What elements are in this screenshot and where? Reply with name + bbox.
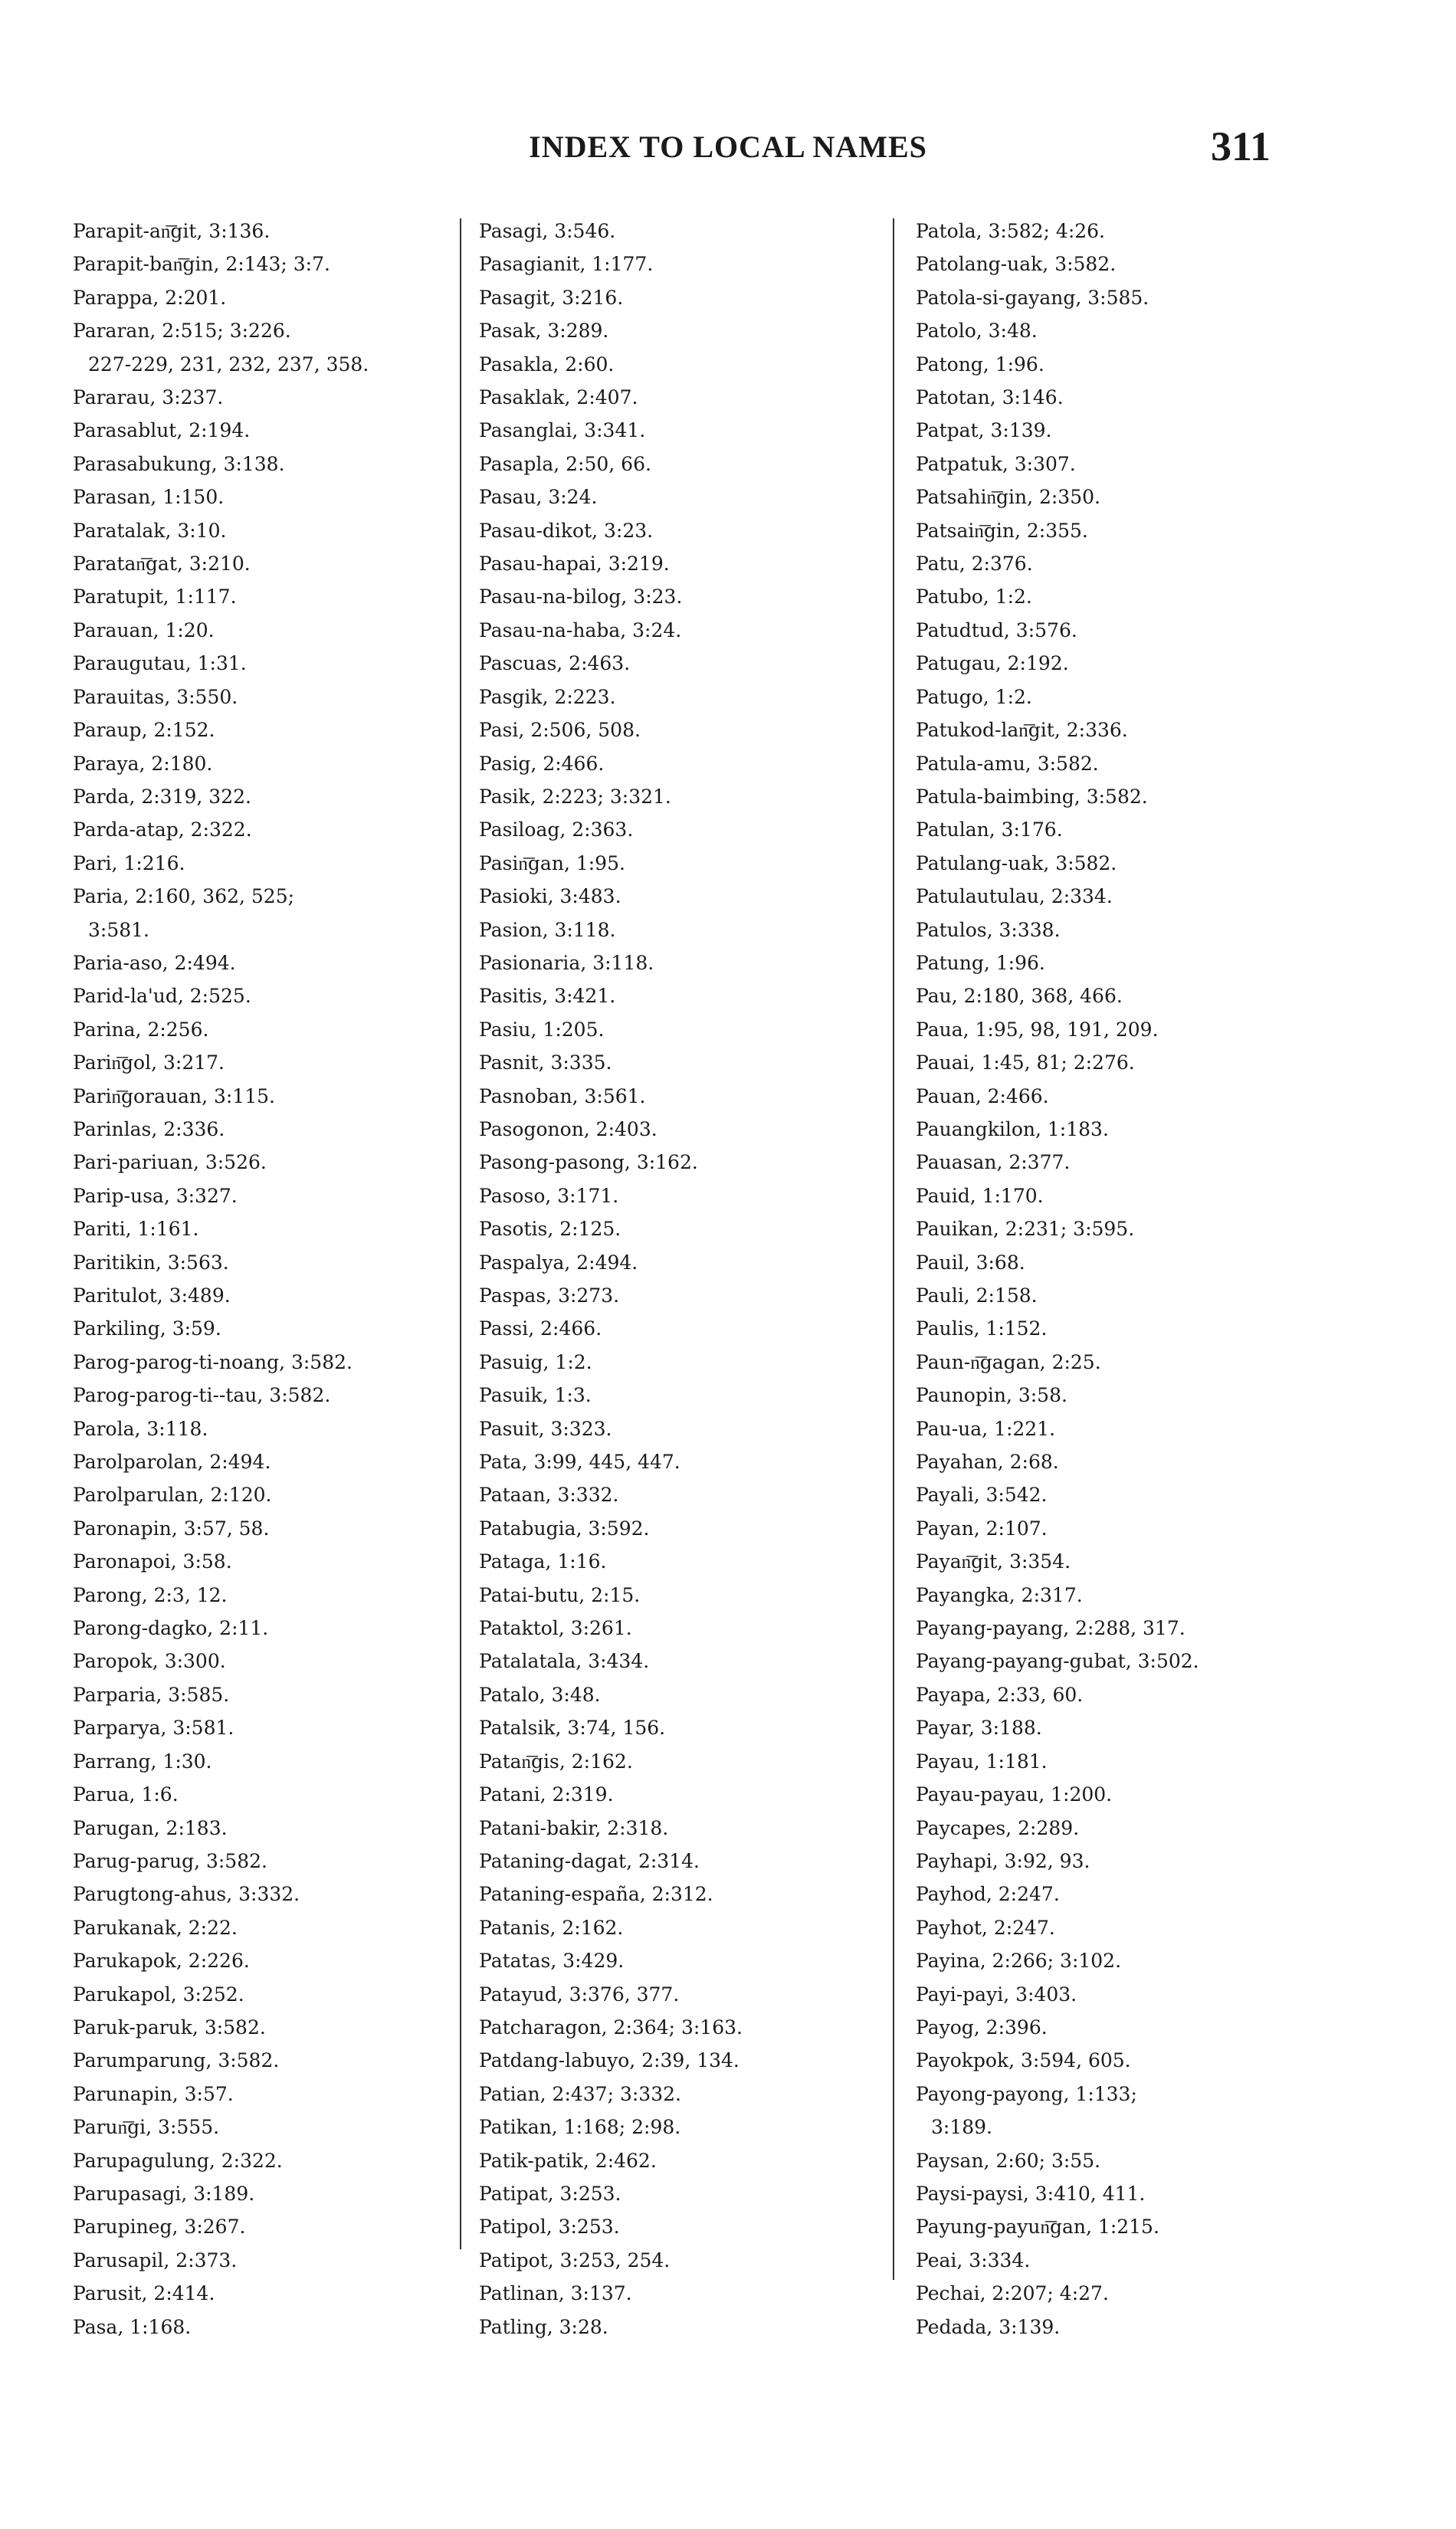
index-entry: Payhod, 2:247.: [916, 1883, 1060, 1906]
index-entry: Paua, 1:95, 98, 191, 209.: [916, 1018, 1159, 1041]
index-entry: Pedada, 3:139.: [916, 2315, 1061, 2338]
index-entry: Parasablut, 2:194.: [73, 419, 251, 442]
index-entry: Parapit-an͞git, 3:136.: [73, 220, 271, 242]
index-entry: Patani, 2:319.: [479, 1783, 614, 1806]
index-entry: Patani-bakir, 2:318.: [479, 1816, 669, 1839]
index-entry: Patlinan, 3:137.: [479, 2282, 632, 2305]
index-entry: Parina, 2:256.: [73, 1018, 209, 1041]
index-entry: Payung-payun͞gan, 1:215.: [916, 2216, 1159, 2239]
index-entry: Pasuig, 1:2.: [479, 1350, 592, 1373]
index-entry: Pataning-españa, 2:312.: [479, 1883, 713, 1906]
index-entry: Parukapol, 3:252.: [73, 1983, 244, 2006]
index-entry: Parasabukung, 3:138.: [73, 452, 285, 475]
index-entry: Pari, 1:216.: [73, 851, 185, 874]
index-entry: Payar, 3:188.: [916, 1717, 1042, 1740]
index-entry: Parparya, 3:581.: [73, 1717, 234, 1740]
index-entry: Parong, 2:3, 12.: [73, 1583, 228, 1606]
index-entry: Passi, 2:466.: [479, 1317, 602, 1340]
index-entry: Pasuik, 1:3.: [479, 1384, 592, 1407]
index-entry: Patalsik, 3:74, 156.: [479, 1717, 666, 1740]
index-entry: Paruk-paruk, 3:582.: [73, 2016, 266, 2039]
index-entry: Pasau-hapai, 3:219.: [479, 553, 670, 576]
index-entry: Parupineg, 3:267.: [73, 2216, 246, 2239]
index-entry: Payan͞git, 3:354.: [916, 1550, 1071, 1573]
index-entry: Pararan, 2:515; 3:226.: [73, 320, 291, 343]
index-entry: Payog, 2:396.: [916, 2016, 1048, 2039]
index-entry: Paysan, 2:60; 3:55.: [916, 2149, 1101, 2172]
index-entry: Parupasagi, 3:189.: [73, 2182, 255, 2205]
index-entry: Patotan, 3:146.: [916, 386, 1064, 409]
index-entry: Parolparolan, 2:494.: [73, 1451, 271, 1474]
index-column-1: [73, 215, 471, 2344]
index-entry: Paspalya, 2:494.: [479, 1251, 638, 1274]
index-entry: Patdang-labuyo, 2:39, 134.: [479, 2049, 739, 2072]
index-entry: Pasig, 2:466.: [479, 752, 605, 775]
index-entry: Parunapin, 3:57.: [73, 2082, 234, 2105]
index-entry: Patsain͞gin, 2:355.: [916, 519, 1088, 542]
index-entry: Payau-payau, 1:200.: [916, 1783, 1113, 1806]
index-entry: Pasiloag, 2:363.: [479, 818, 634, 841]
index-entry: Payali, 3:542.: [916, 1484, 1048, 1507]
index-entry: Pasin͞gan, 1:95.: [479, 851, 625, 874]
index-entry: Payahan, 2:68.: [916, 1451, 1059, 1474]
index-entry: Pasagi, 3:546.: [479, 220, 616, 242]
index-entry: Pasapla, 2:50, 66.: [479, 452, 651, 475]
index-entry: Pasau-na-bilog, 3:23.: [479, 586, 683, 608]
index-entry: Pataga, 1:16.: [479, 1550, 607, 1573]
index-entry: Parukanak, 2:22.: [73, 1916, 238, 1939]
index-entry: Patai-butu, 2:15.: [479, 1583, 641, 1606]
index-entry: Patulan, 3:176.: [916, 818, 1063, 841]
index-entry: Paun-n͞gagan, 2:25.: [916, 1350, 1101, 1373]
index-entry: Pasanglai, 3:341.: [479, 419, 646, 442]
index-entry: Patolang-uak, 3:582.: [916, 253, 1117, 276]
index-entry: Pasoso, 3:171.: [479, 1184, 619, 1207]
index-entry: Pasa, 1:168.: [73, 2315, 192, 2338]
index-entry: Patulautulau, 2:334.: [916, 885, 1113, 908]
index-entry: Parugtong-ahus, 3:332.: [73, 1883, 300, 1906]
page-title: INDEX TO LOCAL NAMES: [529, 130, 927, 164]
index-column-2: [479, 215, 908, 2344]
index-entry: Pasion, 3:118.: [479, 918, 616, 941]
index-entry: Patikan, 1:168; 2:98.: [479, 2116, 681, 2139]
index-entry: Parupagulung, 2:322.: [73, 2149, 283, 2172]
index-entry: Payapa, 2:33, 60.: [916, 1683, 1084, 1706]
index-entry: Pasaklak, 2:407.: [479, 386, 638, 409]
index-entry: Payhapi, 3:92, 93.: [916, 1849, 1090, 1872]
index-entry: Payangka, 2:317.: [916, 1583, 1083, 1606]
index-entry: Parappa, 2:201.: [73, 286, 227, 309]
index-entry: Patik-patik, 2:462.: [479, 2149, 657, 2172]
index-entry: Parong-dagko, 2:11.: [73, 1617, 269, 1640]
index-entry: Parauan, 1:20.: [73, 618, 215, 641]
index-entry: Patan͞gis, 2:162.: [479, 1750, 633, 1773]
index-entry: Parua, 1:6.: [73, 1783, 179, 1806]
index-entry: Parasan, 1:150.: [73, 486, 225, 509]
index-entry: Pauan, 2:466.: [916, 1084, 1049, 1107]
index-entry: Parun͞gi, 3:555.: [73, 2116, 220, 2139]
page-number: 311: [1211, 123, 1271, 169]
index-entry: Patpatuk, 3:307.: [916, 452, 1076, 475]
index-column-3: [916, 215, 1345, 2344]
index-entry: Pasakla, 2:60.: [479, 353, 615, 376]
index-entry: Pauil, 3:68.: [916, 1251, 1025, 1274]
index-entry: Pasik, 2:223; 3:321.: [479, 785, 671, 808]
index-entry: Payi-payi, 3:403.: [916, 1983, 1077, 2006]
index-entry: Pascuas, 2:463.: [479, 652, 631, 675]
index-entry: Pauli, 2:158.: [916, 1284, 1038, 1307]
index-entry: Pasnoban, 3:561.: [479, 1084, 646, 1107]
index-entry: Parrang, 1:30.: [73, 1750, 212, 1773]
index-entry: 3:581.: [88, 918, 149, 941]
index-entry: Patatas, 3:429.: [479, 1950, 625, 1973]
index-entry: Patalatala, 3:434.: [479, 1650, 650, 1673]
index-entry: Payau, 1:181.: [916, 1750, 1048, 1773]
index-entry: Pasiu, 1:205.: [479, 1018, 605, 1041]
index-entry: Pau-ua, 1:221.: [916, 1417, 1056, 1440]
index-entry: Paraup, 2:152.: [73, 719, 215, 742]
index-entry: Parauitas, 3:550.: [73, 685, 238, 708]
index-entry: Paraugutau, 1:31.: [73, 652, 247, 675]
index-entry: Paratupit, 1:117.: [73, 586, 237, 608]
index-entry: Payokpok, 3:594, 605.: [916, 2049, 1131, 2072]
index-entry: Patolo, 3:48.: [916, 320, 1038, 343]
index-entry: Patsahin͞gin, 2:350.: [916, 486, 1100, 509]
index-entry: Parog-parog-ti-noang, 3:582.: [73, 1350, 353, 1373]
index-entry: Patulang-uak, 3:582.: [916, 851, 1117, 874]
index-entry: Pasagit, 3:216.: [479, 286, 624, 309]
index-entry: Patola-si-gayang, 3:585.: [916, 286, 1149, 309]
index-entry: Patong, 1:96.: [916, 353, 1044, 376]
index-entry: Pechai, 2:207; 4:27.: [916, 2282, 1109, 2305]
index-entry: Paysi-paysi, 3:410, 411.: [916, 2182, 1146, 2205]
index-entry: Paronapin, 3:57, 58.: [73, 1517, 270, 1540]
index-entry: Pasuit, 3:323.: [479, 1417, 612, 1440]
index-entry: Parin͞gorauan, 3:115.: [73, 1084, 275, 1107]
index-entry: Payina, 2:266; 3:102.: [916, 1950, 1122, 1973]
index-entry: Paronapoi, 3:58.: [73, 1550, 232, 1573]
index-entry: Parkiling, 3:59.: [73, 1317, 221, 1340]
index-entry: Pasioki, 3:483.: [479, 885, 621, 908]
index-entry: Patulos, 3:338.: [916, 918, 1061, 941]
index-entry: Payang-payang-gubat, 3:502.: [916, 1650, 1199, 1673]
index-entry: Paspas, 3:273.: [479, 1284, 620, 1307]
index-entry: Payang-payang, 2:288, 317.: [916, 1617, 1185, 1640]
index-entry: Pasitis, 3:421.: [479, 985, 616, 1008]
index-entry: Pasgik, 2:223.: [479, 685, 616, 708]
index-entry: Pasau-dikot, 3:23.: [479, 519, 654, 542]
index-entry: Parug-parug, 3:582.: [73, 1849, 267, 1872]
index-entry: Pasnit, 3:335.: [479, 1051, 612, 1074]
index-entry: Payan, 2:107.: [916, 1517, 1048, 1540]
index-entry: Pasau, 3:24.: [479, 486, 598, 509]
index-entry: Pasau-na-haba, 3:24.: [479, 618, 682, 641]
index-entry: Payhot, 2:247.: [916, 1916, 1055, 1939]
index-entry: Pataktol, 3:261.: [479, 1617, 632, 1640]
index-entry: Patian, 2:437; 3:332.: [479, 2082, 681, 2105]
index-entry: Pataan, 3:332.: [479, 1484, 619, 1507]
index-entry: Payong-payong, 1:133;: [916, 2082, 1137, 2105]
index-entry: Patung, 1:96.: [916, 951, 1045, 974]
index-entry: Parusit, 2:414.: [73, 2282, 215, 2305]
index-entry: Paritikin, 3:563.: [73, 1251, 229, 1274]
index-entry: Pataning-dagat, 2:314.: [479, 1849, 700, 1872]
index-entry: Paulis, 1:152.: [916, 1317, 1048, 1340]
index-entry: Patu, 2:376.: [916, 553, 1033, 576]
index-entry: Pauai, 1:45, 81; 2:276.: [916, 1051, 1135, 1074]
index-entry: Paria-aso, 2:494.: [73, 951, 236, 974]
index-entry: Patcharagon, 2:364; 3:163.: [479, 2016, 743, 2039]
index-entry: Paritulot, 3:489.: [73, 1284, 231, 1307]
index-entry: Parda, 2:319, 322.: [73, 785, 251, 808]
index-entry: Patanis, 2:162.: [479, 1916, 624, 1939]
index-entry: Patipol, 3:253.: [479, 2216, 620, 2239]
index-entry: Patayud, 3:376, 377.: [479, 1983, 680, 2006]
index-entry: Patipat, 3:253.: [479, 2182, 621, 2205]
index-entry: Parugan, 2:183.: [73, 1816, 228, 1839]
index-entry: Pasogonon, 2:403.: [479, 1117, 657, 1140]
index-entry: Pau, 2:180, 368, 466.: [916, 985, 1123, 1008]
index-entry: Patabugia, 3:592.: [479, 1517, 650, 1540]
index-entry: Patipot, 3:253, 254.: [479, 2249, 671, 2272]
index-entry: 227-229, 231, 232, 237, 358.: [88, 353, 369, 376]
index-entry: Parukapok, 2:226.: [73, 1950, 250, 1973]
index-entry: Parumparung, 3:582.: [73, 2049, 280, 2072]
index-entry: Pariti, 1:161.: [73, 1218, 199, 1241]
index-entry: Parusapil, 2:373.: [73, 2249, 238, 2272]
index-entry: Patula-amu, 3:582.: [916, 752, 1099, 775]
index-entry: Paropok, 3:300.: [73, 1650, 226, 1673]
index-entry: Parda-atap, 2:322.: [73, 818, 252, 841]
index-entry: Patalo, 3:48.: [479, 1683, 601, 1706]
index-entry: Patola, 3:582; 4:26.: [916, 220, 1105, 242]
index-entry: Pasong-pasong, 3:162.: [479, 1151, 698, 1174]
index-entry: Peai, 3:334.: [916, 2249, 1031, 2272]
index-entry: Paria, 2:160, 362, 525;: [73, 885, 295, 908]
index-entry: Patula-baimbing, 3:582.: [916, 785, 1148, 808]
index-entry: Parparia, 3:585.: [73, 1683, 230, 1706]
index-entry: Pauangkilon, 1:183.: [916, 1117, 1109, 1140]
index-entry: Pasagianit, 1:177.: [479, 253, 654, 276]
index-entry: Parapit-ban͞gin, 2:143; 3:7.: [73, 253, 330, 276]
index-entry: Patugo, 1:2.: [916, 685, 1032, 708]
index-entry: Patubo, 1:2.: [916, 586, 1032, 608]
index-entry: Pasi, 2:506, 508.: [479, 719, 641, 742]
index-entry: Pararau, 3:237.: [73, 386, 224, 409]
index-entry: Pauasan, 2:377.: [916, 1151, 1071, 1174]
index-entry: Patukod-lan͞git, 2:336.: [916, 719, 1128, 742]
index-entry: Pata, 3:99, 445, 447.: [479, 1451, 680, 1474]
index-entry: Pauid, 1:170.: [916, 1184, 1044, 1207]
index-entry: Parin͞gol, 3:217.: [73, 1051, 225, 1074]
index-entry: Parog-parog-ti--tau, 3:582.: [73, 1384, 331, 1407]
index-entry: Parinlas, 2:336.: [73, 1117, 225, 1140]
index-entry: 3:189.: [931, 2116, 992, 2139]
index-entry: Patling, 3:28.: [479, 2315, 608, 2338]
index-entry: Paratalak, 3:10.: [73, 519, 227, 542]
index-entry: Parolparulan, 2:120.: [73, 1484, 272, 1507]
index-entry: Pasotis, 2:125.: [479, 1218, 621, 1241]
index-entry: Paunopin, 3:58.: [916, 1384, 1067, 1407]
index-entry: Paycapes, 2:289.: [916, 1816, 1080, 1839]
index-entry: Pasak, 3:289.: [479, 320, 609, 343]
index-entry: Patugau, 2:192.: [916, 652, 1069, 675]
index-entry: Pauikan, 2:231; 3:595.: [916, 1218, 1135, 1241]
index-entry: Parip-usa, 3:327.: [73, 1184, 238, 1207]
index-entry: Patudtud, 3:576.: [916, 618, 1077, 641]
index-entry: Patpat, 3:139.: [916, 419, 1052, 442]
index-entry: Parola, 3:118.: [73, 1417, 208, 1440]
index-entry: Paratan͞gat, 3:210.: [73, 553, 251, 576]
index-entry: Pari-pariuan, 3:526.: [73, 1151, 267, 1174]
index-entry: Paraya, 2:180.: [73, 752, 213, 775]
index-entry: Parid-la'ud, 2:525.: [73, 985, 251, 1008]
index-entry: Pasionaria, 3:118.: [479, 951, 654, 974]
